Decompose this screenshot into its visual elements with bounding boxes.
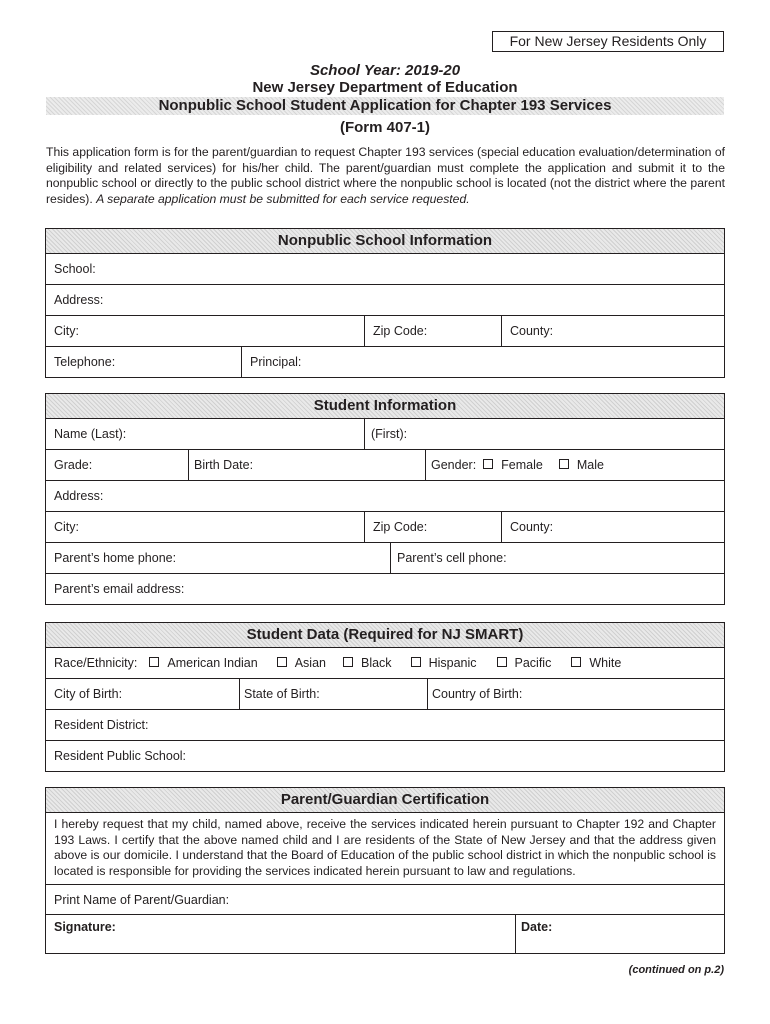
print-name-field[interactable]: Print Name of Parent/Guardian: xyxy=(54,892,230,907)
race-option-hispanic[interactable] xyxy=(392,648,477,678)
gender-field xyxy=(426,450,724,480)
signature-row xyxy=(46,915,724,953)
certification-section xyxy=(45,787,725,954)
school-year: School Year: 2019-20 xyxy=(309,62,461,79)
last-name-field[interactable]: Name (Last): xyxy=(46,419,365,449)
city-of-birth-field[interactable]: City of Birth: xyxy=(46,679,240,709)
race-option-label: American Indian xyxy=(167,656,258,670)
section-heading: Nonpublic School Information xyxy=(46,229,724,254)
race-option-label: Hispanic xyxy=(428,656,477,670)
checkbox-icon[interactable] xyxy=(497,657,507,667)
student-city-row xyxy=(46,512,724,543)
certification-text: I hereby request that my child, named above, receive the services indicated herein pursuant to Chapter 192 and Chapter 193 Laws. I certify that the above named child and I are residents of the State of New Jersey and that the address given above is our domicile. I understand that the Board of Education of the public school district in which the nonpublic school is located is responsible for providing the services indicated herein pursuant to law and regulations. xyxy=(46,813,724,885)
grade-row xyxy=(46,450,724,481)
intro-text: This application form is for the parent/guardian to request Chapter 193 services (special education evaluation/determination of eligibility and related services) for his/her child. The parent/guardian must complete the application and submit it to the nonpublic school or directly to the public school district where the nonpublic school is located (not the district where the parent resides). xyxy=(46,145,725,206)
checkbox-icon[interactable] xyxy=(411,657,421,667)
telephone-field[interactable]: Telephone: xyxy=(46,347,242,377)
intro-paragraph xyxy=(46,145,725,207)
race-option-white[interactable] xyxy=(551,648,621,678)
checkbox-icon[interactable] xyxy=(277,657,287,667)
race-option-black[interactable] xyxy=(326,648,392,678)
checkbox-icon[interactable] xyxy=(571,657,581,667)
checkbox-icon[interactable] xyxy=(343,657,353,667)
continued-note: (continued on p.2) xyxy=(628,964,724,976)
resident-school-row xyxy=(46,741,724,771)
section-heading: Student Information xyxy=(46,394,724,419)
city-field[interactable]: City: xyxy=(46,316,365,346)
home-phone-field[interactable]: Parent’s home phone: xyxy=(46,543,391,573)
section-heading: Student Data (Required for NJ SMART) xyxy=(46,623,724,648)
signature-field[interactable]: Signature: xyxy=(46,915,516,953)
principal-field[interactable]: Principal: xyxy=(250,355,302,369)
state-of-birth-field[interactable]: State of Birth: xyxy=(240,679,428,709)
gender-label: Gender: xyxy=(431,458,477,472)
first-name-field[interactable]: (First): xyxy=(371,427,408,441)
race-option-label: Black xyxy=(360,656,392,670)
address-field[interactable]: Address: xyxy=(54,293,104,307)
birth-date-field[interactable]: Birth Date: xyxy=(189,450,426,480)
email-field[interactable]: Parent’s email address: xyxy=(54,582,185,596)
county-field[interactable]: County: xyxy=(510,324,554,338)
student-city-field[interactable]: City: xyxy=(46,512,365,542)
race-field xyxy=(46,648,724,678)
race-label: Race/Ethnicity: xyxy=(54,656,138,670)
checkbox-icon[interactable] xyxy=(559,459,569,469)
residents-only-badge: For New Jersey Residents Only xyxy=(492,31,724,52)
race-option-american-indian[interactable] xyxy=(137,648,257,678)
intro-emphasis: A separate application must be submitted for each service requested. xyxy=(96,191,470,206)
checkbox-icon[interactable] xyxy=(149,657,159,667)
student-zip-field[interactable]: Zip Code: xyxy=(365,512,502,542)
race-option-label: White xyxy=(589,656,622,670)
telephone-row xyxy=(46,347,724,377)
female-option[interactable] xyxy=(476,450,543,480)
resident-district-field[interactable]: Resident District: xyxy=(54,718,149,732)
birth-place-row xyxy=(46,679,724,710)
cell-phone-field[interactable]: Parent’s cell phone: xyxy=(397,551,507,565)
student-data-section xyxy=(45,622,725,772)
zip-code-field[interactable]: Zip Code: xyxy=(365,316,502,346)
country-of-birth-field[interactable]: Country of Birth: xyxy=(432,687,523,701)
form-title: Nonpublic School Student Application for Chapter 193 Services xyxy=(46,97,724,115)
race-option-label: Asian xyxy=(294,656,326,670)
male-label: Male xyxy=(576,458,604,472)
phone-row xyxy=(46,543,724,574)
department-name: New Jersey Department of Education xyxy=(252,79,518,96)
race-option-pacific[interactable] xyxy=(477,648,552,678)
male-option[interactable] xyxy=(543,450,604,480)
resident-school-field[interactable]: Resident Public School: xyxy=(54,749,187,763)
checkbox-icon[interactable] xyxy=(483,459,493,469)
form-number: (Form 407-1) xyxy=(339,119,431,136)
female-label: Female xyxy=(501,458,543,472)
grade-field[interactable]: Grade: xyxy=(46,450,189,480)
city-row xyxy=(46,316,724,347)
student-address-row xyxy=(46,481,724,512)
student-address-field[interactable]: Address: xyxy=(54,489,104,503)
student-info-section xyxy=(45,393,725,605)
race-row xyxy=(46,648,724,679)
student-county-field[interactable]: County: xyxy=(510,520,554,534)
print-name-row xyxy=(46,885,724,915)
race-option-asian[interactable] xyxy=(258,648,326,678)
school-field[interactable]: School: xyxy=(54,262,96,276)
email-row xyxy=(46,574,724,604)
section-heading: Parent/Guardian Certification xyxy=(46,788,724,813)
resident-district-row xyxy=(46,710,724,741)
date-field[interactable]: Date: xyxy=(521,920,553,934)
nonpublic-school-section xyxy=(45,228,725,378)
race-option-label: Pacific xyxy=(514,656,552,670)
name-row xyxy=(46,419,724,450)
school-row xyxy=(46,254,724,285)
address-row xyxy=(46,285,724,316)
